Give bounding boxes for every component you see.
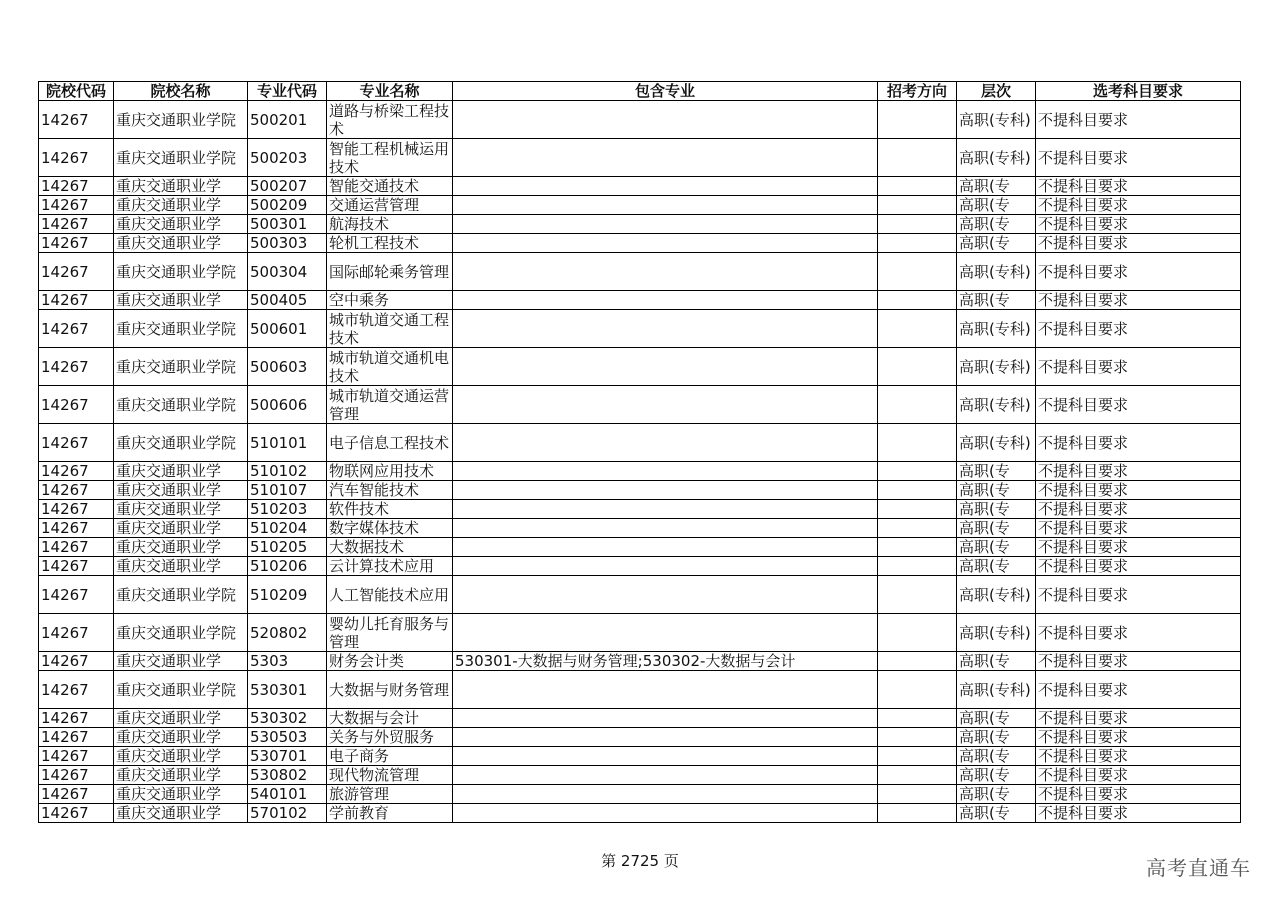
cell-major-code: 500601 [248, 310, 327, 348]
table-row [39, 291, 1241, 310]
cell-level: 高职(专科) [957, 424, 1036, 462]
cell-school-code: 14267 [39, 177, 114, 196]
cell-school-code: 14267 [39, 215, 114, 234]
table-row [39, 234, 1241, 253]
cell-major-code: 500203 [248, 139, 327, 177]
cell-included-majors [453, 481, 878, 500]
cell-major-name: 道路与桥梁工程技术 [327, 101, 453, 139]
cell-major-code: 510206 [248, 557, 327, 576]
table-header-row [39, 82, 1241, 101]
cell-school-code: 14267 [39, 348, 114, 386]
cell-level: 高职(专科) [957, 253, 1036, 291]
cell-subject-requirement: 不提科目要求 [1036, 481, 1241, 500]
cell-school-code: 14267 [39, 785, 114, 804]
cell-major-name: 关务与外贸服务 [327, 728, 453, 747]
cell-major-code: 570102 [248, 804, 327, 823]
cell-level: 高职(专 [957, 785, 1036, 804]
cell-school-code: 14267 [39, 139, 114, 177]
cell-subject-requirement: 不提科目要求 [1036, 424, 1241, 462]
cell-major-code: 510209 [248, 576, 327, 614]
header-school-name: 院校名称 [114, 82, 248, 101]
cell-direction [878, 177, 957, 196]
cell-subject-requirement: 不提科目要求 [1036, 196, 1241, 215]
cell-major-name: 旅游管理 [327, 785, 453, 804]
cell-major-name: 智能工程机械运用技术 [327, 139, 453, 177]
header-level: 层次 [957, 82, 1036, 101]
cell-level: 高职(专 [957, 481, 1036, 500]
cell-school-name: 重庆交通职业学 [114, 215, 248, 234]
cell-included-majors [453, 614, 878, 652]
cell-major-name: 空中乘务 [327, 291, 453, 310]
cell-school-code: 14267 [39, 519, 114, 538]
cell-major-name: 国际邮轮乘务管理 [327, 253, 453, 291]
cell-direction [878, 804, 957, 823]
cell-level: 高职(专科) [957, 101, 1036, 139]
cell-major-code: 500301 [248, 215, 327, 234]
cell-major-code: 510205 [248, 538, 327, 557]
table-row [39, 614, 1241, 652]
cell-level: 高职(专 [957, 215, 1036, 234]
cell-major-name: 财务会计类 [327, 652, 453, 671]
cell-subject-requirement: 不提科目要求 [1036, 709, 1241, 728]
cell-school-name: 重庆交通职业学院 [114, 386, 248, 424]
header-direction: 招考方向 [878, 82, 957, 101]
cell-subject-requirement: 不提科目要求 [1036, 538, 1241, 557]
table-row [39, 139, 1241, 177]
cell-subject-requirement: 不提科目要求 [1036, 234, 1241, 253]
cell-major-code: 500304 [248, 253, 327, 291]
cell-direction [878, 557, 957, 576]
cell-subject-requirement: 不提科目要求 [1036, 101, 1241, 139]
cell-subject-requirement: 不提科目要求 [1036, 728, 1241, 747]
cell-school-code: 14267 [39, 614, 114, 652]
cell-level: 高职(专 [957, 804, 1036, 823]
cell-included-majors [453, 728, 878, 747]
cell-school-code: 14267 [39, 576, 114, 614]
cell-school-name: 重庆交通职业学院 [114, 614, 248, 652]
cell-subject-requirement: 不提科目要求 [1036, 348, 1241, 386]
cell-direction [878, 215, 957, 234]
cell-major-code: 500303 [248, 234, 327, 253]
cell-level: 高职(专 [957, 291, 1036, 310]
cell-school-name: 重庆交通职业学院 [114, 139, 248, 177]
cell-school-code: 14267 [39, 557, 114, 576]
cell-level: 高职(专 [957, 234, 1036, 253]
cell-subject-requirement: 不提科目要求 [1036, 576, 1241, 614]
cell-major-code: 520802 [248, 614, 327, 652]
cell-subject-requirement: 不提科目要求 [1036, 614, 1241, 652]
cell-level: 高职(专 [957, 519, 1036, 538]
cell-included-majors [453, 804, 878, 823]
cell-major-name: 云计算技术应用 [327, 557, 453, 576]
cell-school-code: 14267 [39, 728, 114, 747]
cell-school-name: 重庆交通职业学 [114, 196, 248, 215]
cell-subject-requirement: 不提科目要求 [1036, 500, 1241, 519]
table-row [39, 310, 1241, 348]
cell-included-majors: 530301-大数据与财务管理;530302-大数据与会计 [453, 652, 878, 671]
cell-major-code: 530503 [248, 728, 327, 747]
cell-school-name: 重庆交通职业学 [114, 462, 248, 481]
cell-major-name: 轮机工程技术 [327, 234, 453, 253]
table-row [39, 215, 1241, 234]
table-row [39, 386, 1241, 424]
cell-subject-requirement: 不提科目要求 [1036, 804, 1241, 823]
cell-level: 高职(专 [957, 462, 1036, 481]
cell-school-code: 14267 [39, 462, 114, 481]
cell-level: 高职(专 [957, 557, 1036, 576]
cell-school-name: 重庆交通职业学院 [114, 576, 248, 614]
cell-subject-requirement: 不提科目要求 [1036, 462, 1241, 481]
cell-level: 高职(专 [957, 500, 1036, 519]
cell-direction [878, 386, 957, 424]
cell-major-code: 500201 [248, 101, 327, 139]
cell-level: 高职(专 [957, 766, 1036, 785]
cell-direction [878, 481, 957, 500]
cell-level: 高职(专科) [957, 614, 1036, 652]
cell-direction [878, 139, 957, 177]
cell-included-majors [453, 785, 878, 804]
cell-level: 高职(专 [957, 538, 1036, 557]
cell-level: 高职(专科) [957, 348, 1036, 386]
table-row [39, 177, 1241, 196]
cell-major-name: 大数据与财务管理 [327, 671, 453, 709]
cell-major-name: 汽车智能技术 [327, 481, 453, 500]
table-row [39, 538, 1241, 557]
table-row [39, 747, 1241, 766]
cell-school-name: 重庆交通职业学 [114, 785, 248, 804]
cell-school-code: 14267 [39, 671, 114, 709]
cell-school-name: 重庆交通职业学 [114, 234, 248, 253]
cell-direction [878, 652, 957, 671]
cell-school-code: 14267 [39, 766, 114, 785]
cell-major-name: 物联网应用技术 [327, 462, 453, 481]
cell-level: 高职(专 [957, 196, 1036, 215]
cell-subject-requirement: 不提科目要求 [1036, 785, 1241, 804]
cell-major-code: 500606 [248, 386, 327, 424]
cell-major-name: 交通运营管理 [327, 196, 453, 215]
cell-included-majors [453, 310, 878, 348]
cell-school-name: 重庆交通职业学 [114, 709, 248, 728]
cell-included-majors [453, 424, 878, 462]
cell-direction [878, 747, 957, 766]
cell-school-name: 重庆交通职业学 [114, 481, 248, 500]
cell-major-name: 软件技术 [327, 500, 453, 519]
cell-major-code: 510101 [248, 424, 327, 462]
cell-major-code: 530301 [248, 671, 327, 709]
table-row [39, 804, 1241, 823]
cell-subject-requirement: 不提科目要求 [1036, 766, 1241, 785]
table-row [39, 196, 1241, 215]
cell-school-name: 重庆交通职业学 [114, 652, 248, 671]
header-major-code: 专业代码 [248, 82, 327, 101]
table-row [39, 500, 1241, 519]
cell-included-majors [453, 234, 878, 253]
cell-direction [878, 196, 957, 215]
cell-level: 高职(专科) [957, 310, 1036, 348]
header-school-code: 院校代码 [39, 82, 114, 101]
cell-subject-requirement: 不提科目要求 [1036, 139, 1241, 177]
cell-major-name: 现代物流管理 [327, 766, 453, 785]
table-row [39, 519, 1241, 538]
cell-school-code: 14267 [39, 500, 114, 519]
cell-direction [878, 766, 957, 785]
cell-included-majors [453, 576, 878, 614]
watermark-logo-text: 高考直通车 [1146, 856, 1251, 880]
cell-included-majors [453, 709, 878, 728]
cell-major-name: 城市轨道交通机电技术 [327, 348, 453, 386]
cell-school-code: 14267 [39, 709, 114, 728]
table-row [39, 101, 1241, 139]
cell-direction [878, 728, 957, 747]
cell-school-name: 重庆交通职业学院 [114, 671, 248, 709]
cell-level: 高职(专科) [957, 139, 1036, 177]
cell-subject-requirement: 不提科目要求 [1036, 177, 1241, 196]
cell-direction [878, 462, 957, 481]
table-row [39, 652, 1241, 671]
table-row [39, 671, 1241, 709]
cell-school-name: 重庆交通职业学 [114, 177, 248, 196]
table-row [39, 348, 1241, 386]
cell-included-majors [453, 196, 878, 215]
cell-major-name: 大数据技术 [327, 538, 453, 557]
cell-school-name: 重庆交通职业学 [114, 728, 248, 747]
cell-subject-requirement: 不提科目要求 [1036, 253, 1241, 291]
cell-school-code: 14267 [39, 804, 114, 823]
cell-subject-requirement: 不提科目要求 [1036, 557, 1241, 576]
cell-school-code: 14267 [39, 253, 114, 291]
cell-subject-requirement: 不提科目要求 [1036, 747, 1241, 766]
table-row [39, 728, 1241, 747]
cell-school-name: 重庆交通职业学 [114, 557, 248, 576]
cell-level: 高职(专科) [957, 671, 1036, 709]
cell-direction [878, 348, 957, 386]
cell-major-name: 智能交通技术 [327, 177, 453, 196]
cell-direction [878, 101, 957, 139]
cell-school-code: 14267 [39, 196, 114, 215]
cell-included-majors [453, 177, 878, 196]
cell-included-majors [453, 747, 878, 766]
cell-level: 高职(专 [957, 728, 1036, 747]
cell-school-name: 重庆交通职业学院 [114, 253, 248, 291]
header-subject-requirement: 选考科目要求 [1036, 82, 1241, 101]
cell-school-name: 重庆交通职业学 [114, 500, 248, 519]
table-row [39, 557, 1241, 576]
cell-direction [878, 709, 957, 728]
cell-major-name: 航海技术 [327, 215, 453, 234]
cell-direction [878, 291, 957, 310]
cell-major-name: 婴幼儿托育服务与管理 [327, 614, 453, 652]
cell-direction [878, 519, 957, 538]
cell-level: 高职(专 [957, 652, 1036, 671]
table-row [39, 253, 1241, 291]
cell-level: 高职(专 [957, 709, 1036, 728]
table-row [39, 785, 1241, 804]
cell-major-name: 人工智能技术应用 [327, 576, 453, 614]
cell-school-name: 重庆交通职业学 [114, 519, 248, 538]
cell-school-name: 重庆交通职业学 [114, 291, 248, 310]
cell-subject-requirement: 不提科目要求 [1036, 291, 1241, 310]
cell-major-code: 510107 [248, 481, 327, 500]
cell-school-code: 14267 [39, 424, 114, 462]
cell-major-code: 530302 [248, 709, 327, 728]
cell-direction [878, 424, 957, 462]
cell-subject-requirement: 不提科目要求 [1036, 671, 1241, 709]
cell-level: 高职(专科) [957, 386, 1036, 424]
cell-major-name: 城市轨道交通工程技术 [327, 310, 453, 348]
cell-school-code: 14267 [39, 310, 114, 348]
table-row [39, 766, 1241, 785]
admissions-table [38, 81, 1241, 823]
cell-major-code: 540101 [248, 785, 327, 804]
cell-school-name: 重庆交通职业学院 [114, 348, 248, 386]
cell-school-code: 14267 [39, 652, 114, 671]
cell-school-code: 14267 [39, 234, 114, 253]
cell-major-name: 数字媒体技术 [327, 519, 453, 538]
cell-direction [878, 310, 957, 348]
cell-included-majors [453, 462, 878, 481]
cell-major-code: 510204 [248, 519, 327, 538]
cell-direction [878, 576, 957, 614]
cell-included-majors [453, 101, 878, 139]
cell-school-name: 重庆交通职业学 [114, 804, 248, 823]
cell-school-code: 14267 [39, 747, 114, 766]
cell-major-name: 电子信息工程技术 [327, 424, 453, 462]
table-row [39, 576, 1241, 614]
cell-school-code: 14267 [39, 481, 114, 500]
cell-included-majors [453, 215, 878, 234]
cell-major-name: 城市轨道交通运营管理 [327, 386, 453, 424]
table-row [39, 709, 1241, 728]
cell-direction [878, 234, 957, 253]
header-major-name: 专业名称 [327, 82, 453, 101]
cell-included-majors [453, 557, 878, 576]
cell-direction [878, 785, 957, 804]
table-row [39, 481, 1241, 500]
cell-direction [878, 671, 957, 709]
cell-included-majors [453, 386, 878, 424]
cell-major-code: 510203 [248, 500, 327, 519]
cell-level: 高职(专 [957, 747, 1036, 766]
cell-included-majors [453, 291, 878, 310]
cell-school-code: 14267 [39, 386, 114, 424]
cell-major-code: 500603 [248, 348, 327, 386]
cell-included-majors [453, 538, 878, 557]
cell-included-majors [453, 500, 878, 519]
cell-included-majors [453, 253, 878, 291]
cell-school-code: 14267 [39, 291, 114, 310]
cell-level: 高职(专科) [957, 576, 1036, 614]
cell-included-majors [453, 519, 878, 538]
cell-major-code: 530802 [248, 766, 327, 785]
cell-direction [878, 253, 957, 291]
cell-major-code: 500207 [248, 177, 327, 196]
cell-major-code: 500405 [248, 291, 327, 310]
cell-direction [878, 500, 957, 519]
cell-school-name: 重庆交通职业学院 [114, 310, 248, 348]
cell-school-code: 14267 [39, 101, 114, 139]
table-row [39, 424, 1241, 462]
cell-major-code: 500209 [248, 196, 327, 215]
cell-included-majors [453, 671, 878, 709]
cell-major-code: 5303 [248, 652, 327, 671]
cell-major-code: 530701 [248, 747, 327, 766]
cell-major-code: 510102 [248, 462, 327, 481]
cell-school-name: 重庆交通职业学 [114, 766, 248, 785]
page-number: 第 2725 页 [601, 852, 679, 870]
cell-school-name: 重庆交通职业学 [114, 538, 248, 557]
cell-direction [878, 614, 957, 652]
table-row [39, 462, 1241, 481]
cell-school-name: 重庆交通职业学院 [114, 424, 248, 462]
cell-school-code: 14267 [39, 538, 114, 557]
cell-major-name: 电子商务 [327, 747, 453, 766]
cell-included-majors [453, 766, 878, 785]
cell-subject-requirement: 不提科目要求 [1036, 310, 1241, 348]
cell-major-name: 学前教育 [327, 804, 453, 823]
cell-subject-requirement: 不提科目要求 [1036, 519, 1241, 538]
cell-school-name: 重庆交通职业学 [114, 747, 248, 766]
header-included-majors: 包含专业 [453, 82, 878, 101]
cell-subject-requirement: 不提科目要求 [1036, 652, 1241, 671]
cell-direction [878, 538, 957, 557]
cell-subject-requirement: 不提科目要求 [1036, 386, 1241, 424]
cell-subject-requirement: 不提科目要求 [1036, 215, 1241, 234]
cell-level: 高职(专 [957, 177, 1036, 196]
cell-school-name: 重庆交通职业学院 [114, 101, 248, 139]
cell-included-majors [453, 348, 878, 386]
cell-included-majors [453, 139, 878, 177]
cell-major-name: 大数据与会计 [327, 709, 453, 728]
